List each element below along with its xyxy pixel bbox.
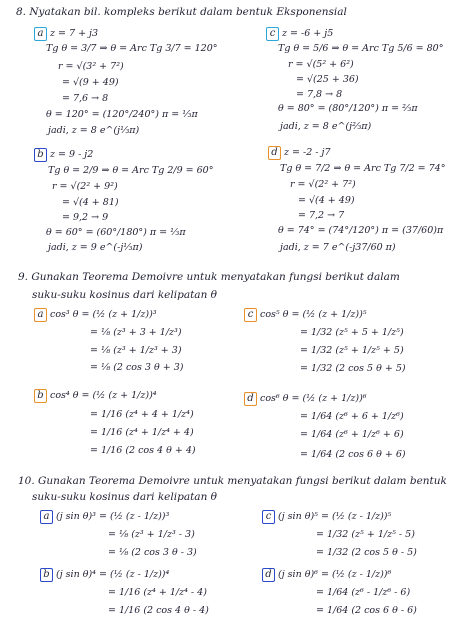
q9a-line: = ⅛ (z³ + 3 + 1/z³) bbox=[90, 327, 182, 338]
q8a-line: = √(9 + 49) bbox=[62, 77, 119, 88]
q9d-line: cos⁶ θ = (½ (z + 1/z))⁶ bbox=[260, 393, 367, 404]
q9b-line: = 1/16 (z⁴ + 4 + 1/z⁴) bbox=[90, 409, 194, 420]
q8d-line: = 7,2 → 7 bbox=[298, 210, 345, 221]
q8a-line: r = √(3² + 7²) bbox=[58, 61, 124, 72]
q10b-line: = 1/16 (z⁴ + 1/z⁴ - 4) bbox=[108, 587, 207, 598]
q8d-line: θ = 74° = (74°/120°) π = (37/60)π bbox=[278, 225, 444, 236]
q8a-line: θ = 120° = (120°/240°) π = ⅓π bbox=[46, 109, 198, 120]
q10c-label-box: c bbox=[262, 510, 275, 524]
q8a-line: Tg θ = 3/7 ⇒ θ = Arc Tg 3/7 = 120° bbox=[46, 43, 218, 54]
q10a-line: = ⅛ (2 cos 3 θ - 3) bbox=[108, 547, 197, 558]
q8c-line: = 7,8 → 8 bbox=[296, 89, 343, 100]
q8c-line: jadi, z = 8 e^(j⅔π) bbox=[280, 121, 372, 132]
q10a-label-box: a bbox=[40, 510, 53, 524]
q8c-label-box: c bbox=[266, 27, 279, 41]
q8c-line: Tg θ = 5/6 ⇒ θ = Arc Tg 5/6 = 80° bbox=[278, 43, 444, 54]
q10d-line: = 1/64 (z⁶ - 1/z⁶ - 6) bbox=[316, 587, 411, 598]
q8a-label-box: a bbox=[34, 27, 47, 41]
q9c-label-box: c bbox=[244, 308, 257, 322]
q9-title: 9. Gunakan Teorema Demoivre untuk menyatakan fungsi berikut dalam bbox=[18, 271, 400, 283]
q10b-label-box: b bbox=[40, 568, 53, 582]
q10d-line: (j sin θ)⁶ = (½ (z - 1/z))⁶ bbox=[278, 569, 392, 580]
q9a-line: = ⅛ (z³ + 1/z³ + 3) bbox=[90, 345, 182, 356]
q9-subtitle: suku-suku kosinus dari kelipatan θ bbox=[32, 289, 217, 301]
q8-title: 8. Nyatakan bil. kompleks berikut dalam bentuk Eksponensial bbox=[16, 6, 347, 18]
q9c-line: = 1/32 (z⁵ + 5 + 1/z⁵) bbox=[300, 327, 404, 338]
q9b-line: cos⁴ θ = (½ (z + 1/z))⁴ bbox=[50, 390, 157, 401]
q10-title: 10. Gunakan Teorema Demoivre untuk menyatakan fungsi berikut dalam bentuk bbox=[18, 475, 447, 487]
q8b-line: = √(4 + 81) bbox=[62, 197, 119, 208]
q9d-label-box: d bbox=[244, 392, 257, 406]
q9d-line: = 1/64 (z⁶ + 6 + 1/z⁶) bbox=[300, 411, 404, 422]
q9a-label-box: a bbox=[34, 308, 47, 322]
q9c-line: = 1/32 (z⁵ + 1/z⁵ + 5) bbox=[300, 345, 404, 356]
q8d-label-box: d bbox=[268, 146, 281, 160]
q9c-line: cos⁵ θ = (½ (z + 1/z))⁵ bbox=[260, 309, 367, 320]
q8d-line: r = √(2² + 7²) bbox=[290, 179, 356, 190]
q8d-line: z = -2 - j7 bbox=[284, 147, 331, 158]
q8b-line: Tg θ = 2/9 ⇒ θ = Arc Tg 2/9 = 60° bbox=[48, 165, 214, 176]
q8c-line: θ = 80° = (80°/120°) π = ⅔π bbox=[278, 103, 418, 114]
q8d-line: = √(4 + 49) bbox=[298, 195, 355, 206]
q10a-line: = ⅛ (z³ + 1/z³ - 3) bbox=[108, 529, 195, 540]
q8a-line: = 7,6 → 8 bbox=[62, 93, 109, 104]
q8b-label-box: b bbox=[34, 148, 47, 162]
q8a-line: z = 7 + j3 bbox=[50, 28, 99, 39]
q8b-line: r = √(2² + 9²) bbox=[52, 181, 118, 192]
q8c-line: z = -6 + j5 bbox=[282, 28, 334, 39]
q9b-line: = 1/16 (2 cos 4 θ + 4) bbox=[90, 445, 196, 456]
q9a-line: = ⅛ (2 cos 3 θ + 3) bbox=[90, 362, 184, 373]
q10a-line: (j sin θ)³ = (½ (z - 1/z))³ bbox=[56, 511, 170, 522]
q8a-line: jadi, z = 8 e^(j⅓π) bbox=[48, 125, 140, 136]
q9c-line: = 1/32 (2 cos 5 θ + 5) bbox=[300, 363, 406, 374]
q10-subtitle: suku-suku kosinus dari kelipatan θ bbox=[32, 491, 217, 503]
q9b-label-box: b bbox=[34, 389, 47, 403]
q10d-label-box: d bbox=[262, 568, 275, 582]
q10d-line: = 1/64 (2 cos 6 θ - 6) bbox=[316, 605, 417, 616]
q10c-line: (j sin θ)⁵ = (½ (z - 1/z))⁵ bbox=[278, 511, 392, 522]
q8b-line: z = 9 - j2 bbox=[50, 149, 94, 160]
q8c-line: r = √(5² + 6²) bbox=[288, 59, 354, 70]
q8b-line: θ = 60° = (60°/180°) π = ⅓π bbox=[46, 227, 186, 238]
q8d-line: Tg θ = 7/2 ⇒ θ = Arc Tg 7/2 = 74° bbox=[280, 163, 446, 174]
q10c-line: = 1/32 (2 cos 5 θ - 5) bbox=[316, 547, 417, 558]
q9d-line: = 1/64 (2 cos 6 θ + 6) bbox=[300, 449, 406, 460]
q9d-line: = 1/64 (z⁶ + 1/z⁶ + 6) bbox=[300, 429, 404, 440]
q10b-line: = 1/16 (2 cos 4 θ - 4) bbox=[108, 605, 209, 616]
q10c-line: = 1/32 (z⁵ + 1/z⁵ - 5) bbox=[316, 529, 415, 540]
q8b-line: jadi, z = 9 e^(-j⅓π) bbox=[48, 242, 143, 253]
q9a-line: cos³ θ = (½ (z + 1/z))³ bbox=[50, 309, 157, 320]
q8d-line: jadi, z = 7 e^(-j37/60 π) bbox=[280, 242, 396, 253]
q10b-line: (j sin θ)⁴ = (½ (z - 1/z))⁴ bbox=[56, 569, 170, 580]
q9b-line: = 1/16 (z⁴ + 1/z⁴ + 4) bbox=[90, 427, 194, 438]
q8c-line: = √(25 + 36) bbox=[296, 74, 359, 85]
q8b-line: = 9,2 → 9 bbox=[62, 212, 109, 223]
